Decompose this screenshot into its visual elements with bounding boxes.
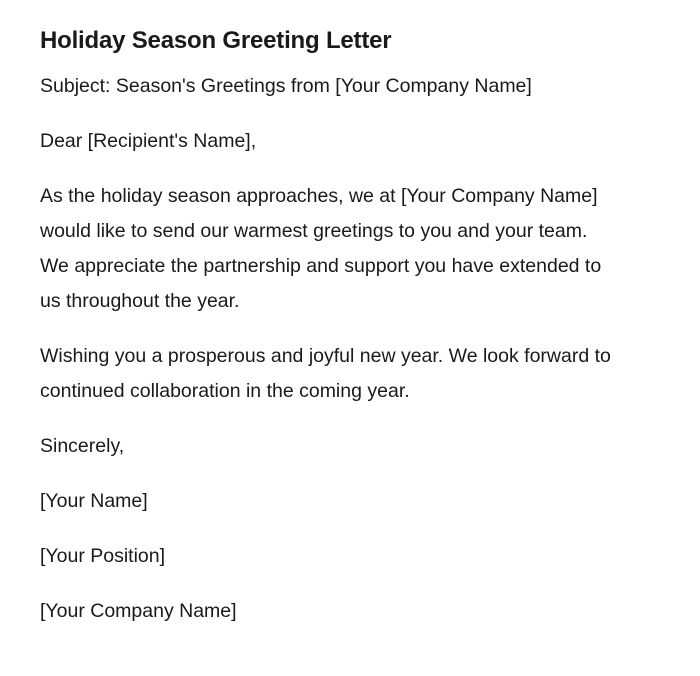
letter-document bbox=[40, 24, 620, 649]
letter-salutation: Dear [Recipient's Name], bbox=[40, 130, 257, 152]
letter-title: Holiday Season Greeting Letter bbox=[40, 27, 392, 54]
letter-closing: Sincerely, bbox=[40, 435, 125, 457]
letter-subject: Subject: Season's Greetings from [Your Company Name] bbox=[40, 75, 532, 97]
letter-body-paragraph-2: Wishing you a prosperous and joyful new year. We look forward to continued collaboration in the coming year. bbox=[40, 345, 611, 402]
signature-company: [Your Company Name] bbox=[40, 600, 237, 622]
signature-name: [Your Name] bbox=[40, 490, 148, 512]
signature-position: [Your Position] bbox=[40, 545, 166, 567]
letter-body-paragraph-1: As the holiday season approaches, we at [Your Company Name] would like to send our warmest greetings to you and your team. We appreciate the partnership and support you have extended to us throughout the year. bbox=[40, 185, 602, 312]
